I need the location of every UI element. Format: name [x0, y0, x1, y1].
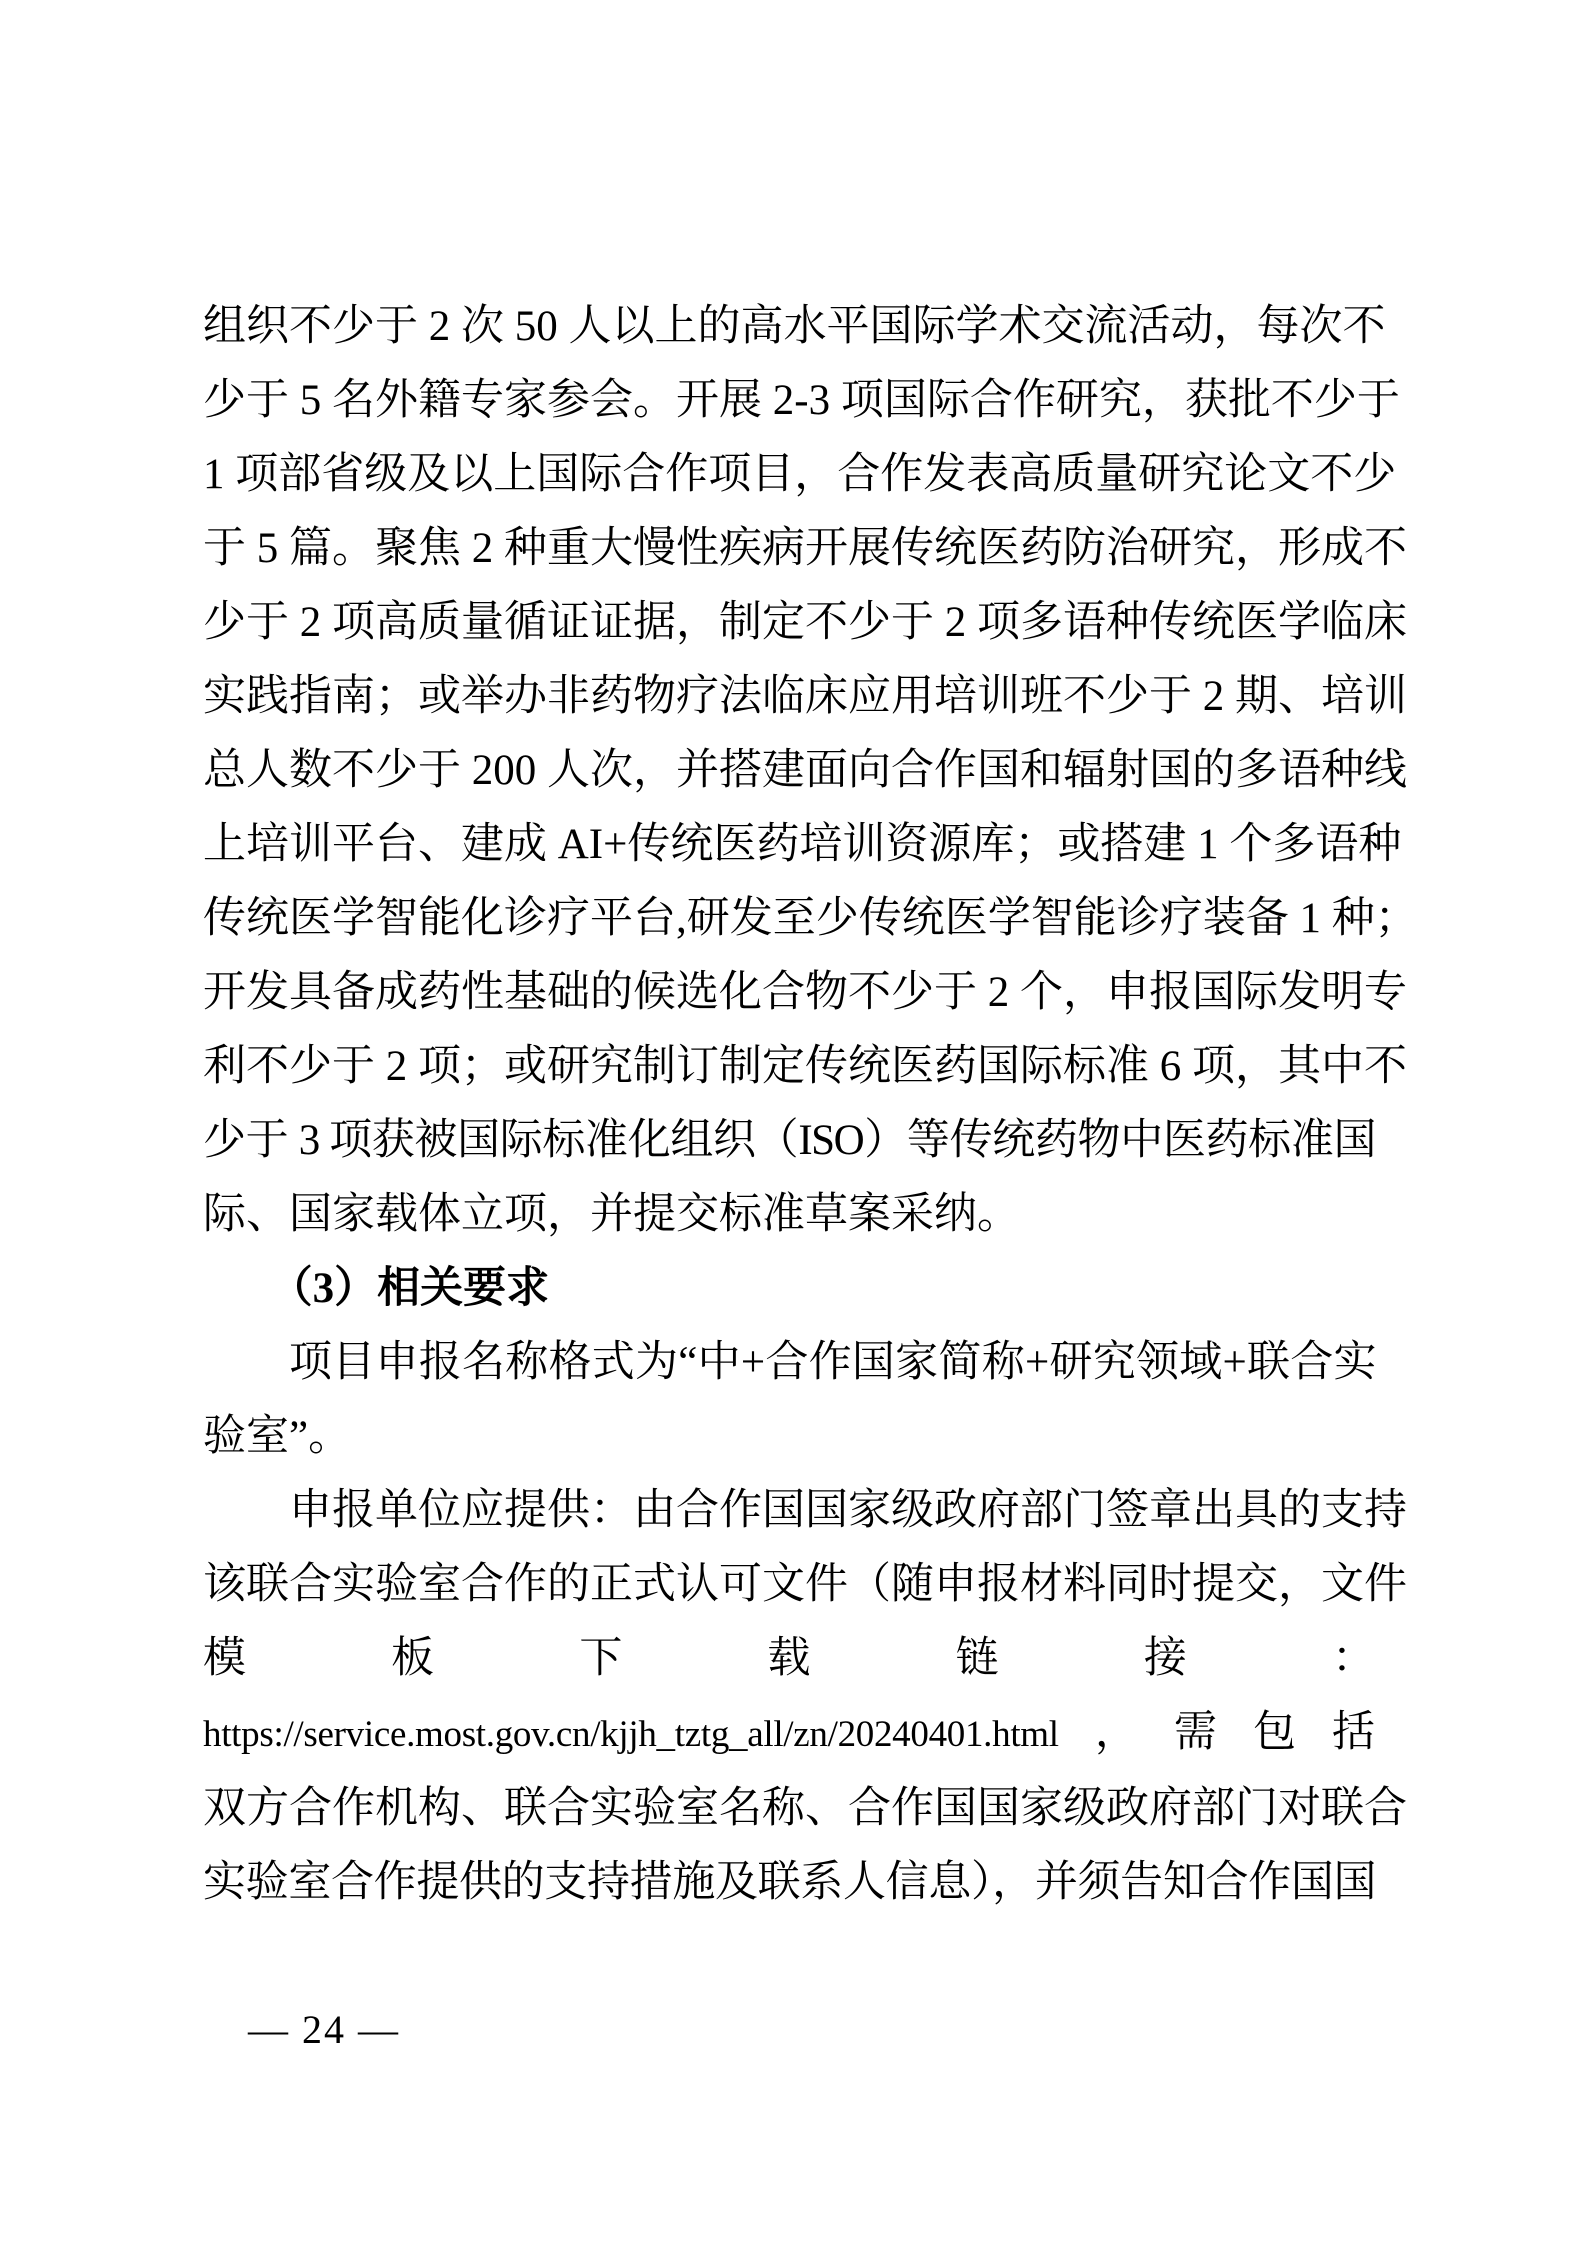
body-line: 少于 2 项高质量循证证据，制定不少于 2 项多语种传统医学临床	[203, 599, 1407, 646]
page-number: — 24 —	[248, 2007, 400, 2052]
body-line: 利不少于 2 项；或研究制订制定传统医药国际标准 6 项，其中不	[203, 1043, 1407, 1090]
body-line: 申报单位应提供：由合作国国家级政府部门签章出具的支持	[289, 1487, 1407, 1534]
body-line-spread: 模板下载链接：	[203, 1635, 1375, 1682]
body-line: 少于 5 名外籍专家参会。开展 2-3 项国际合作研究，获批不少于	[203, 377, 1400, 424]
paragraph-objectives	[203, 290, 1418, 1252]
document-body	[203, 290, 1418, 1920]
body-line: 实践指南；或举办非药物疗法临床应用培训班不少于 2 期、培训	[203, 673, 1407, 720]
url-suffix-text: ，需包括	[1058, 1709, 1375, 1756]
paragraph-project-naming	[203, 1326, 1375, 1474]
body-line: 际、国家载体立项，并提交标准草案采纳。	[203, 1191, 1020, 1238]
body-line: 实验室合作提供的支持措施及联系人信息），并须告知合作国国	[203, 1859, 1375, 1906]
body-line: 于 5 篇。聚焦 2 种重大慢性疾病开展传统医药防治研究，形成不	[203, 525, 1407, 572]
body-line: 上培训平台、建成 AI+传统医药培训资源库；或搭建 1 个多语种	[203, 821, 1402, 868]
body-line: 1 项部省级及以上国际合作项目，合作发表高质量研究论文不少	[203, 451, 1397, 498]
section-heading-related-requirements: （3）相关要求	[269, 1265, 550, 1312]
body-line: 项目申报名称格式为“中+合作国家简称+研究领域+联合实	[289, 1339, 1375, 1386]
body-line: 双方合作机构、联合实验室名称、合作国国家级政府部门对联合	[203, 1785, 1407, 1832]
body-line: 开发具备成药性基础的候选化合物不少于 2 个，申报国际发明专	[203, 969, 1407, 1016]
body-line: 总人数不少于 200 人次，并搭建面向合作国和辐射国的多语种线	[203, 747, 1407, 794]
body-line: 传统医学智能化诊疗平台,研发至少传统医学智能诊疗装备 1 种；	[203, 895, 1418, 942]
url-text: https://service.most.gov.cn/kjjh_tztg_all/zn/20240401.html	[203, 1714, 1059, 1755]
body-line: 该联合实验室合作的正式认可文件（随申报材料同时提交，文件	[203, 1561, 1407, 1608]
paragraph-application-requirements	[203, 1474, 1407, 1920]
body-line: 少于 3 项获被国际标准化组织（ISO）等传统药物中医药标准国	[203, 1117, 1375, 1164]
body-line: 组织不少于 2 次 50 人以上的高水平国际学术交流活动，每次不	[203, 303, 1386, 350]
body-line-url	[203, 1696, 1375, 1772]
body-line: 验室”。	[203, 1413, 352, 1460]
